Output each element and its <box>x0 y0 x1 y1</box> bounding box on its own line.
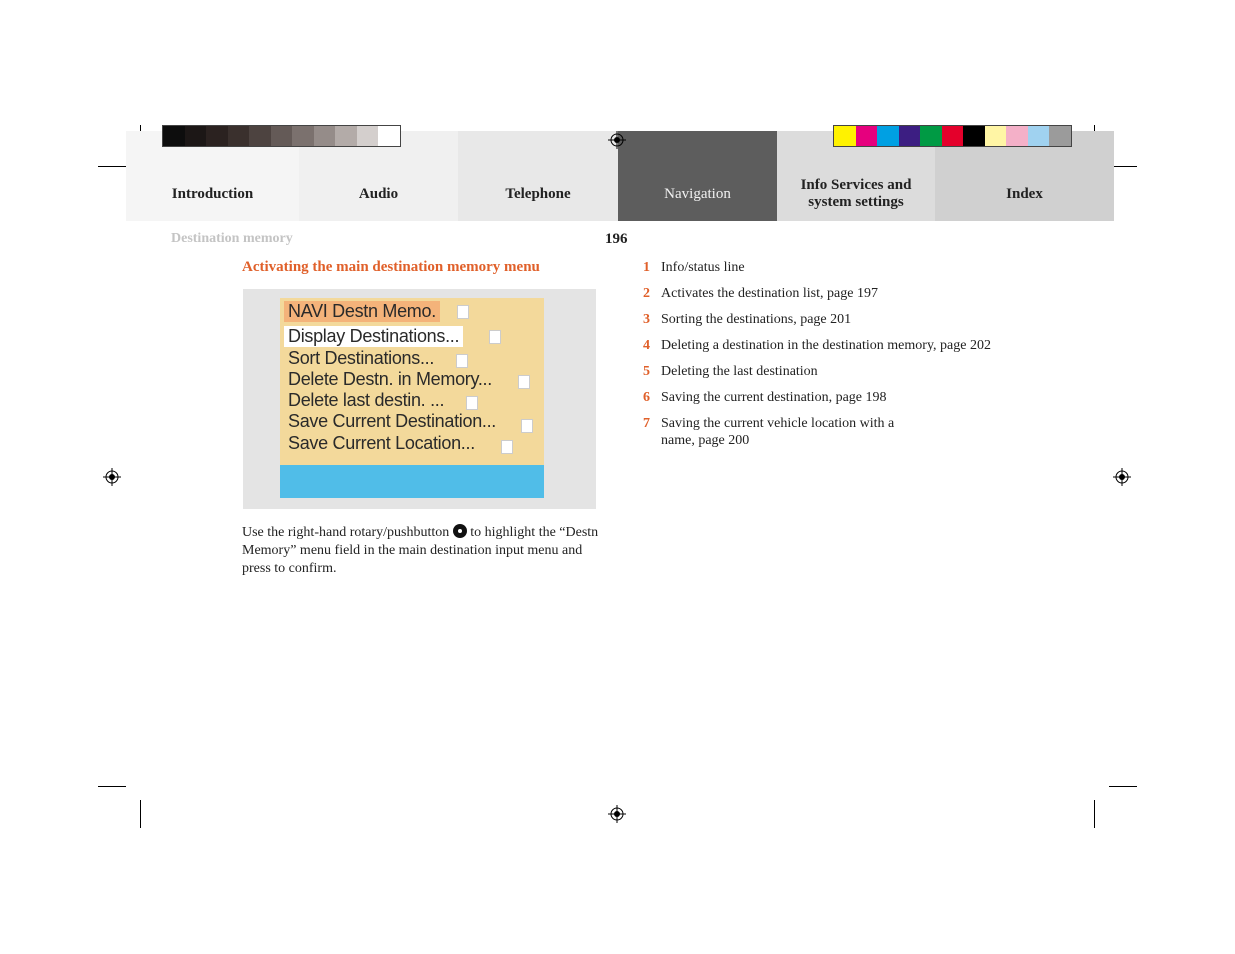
screen-status-bar <box>280 465 544 498</box>
legend-number: 3 <box>643 312 650 327</box>
callout-marker <box>456 354 468 368</box>
color-swatch <box>1028 126 1050 146</box>
color-swatch <box>985 126 1007 146</box>
callout-marker <box>501 440 513 454</box>
callout-marker <box>518 375 530 389</box>
registration-mark-icon <box>1113 468 1131 486</box>
color-swatch <box>877 126 899 146</box>
legend-text: Saving the current destination, page 198 <box>661 390 887 405</box>
legend-number: 2 <box>643 286 650 301</box>
legend-item <box>640 389 1000 406</box>
instruction-part: Use the right-hand rotary/pushbutton <box>242 525 450 540</box>
screen-menu-item: Save Current Location... <box>288 433 475 453</box>
crop-mark <box>98 166 126 167</box>
screen-menu-item: Delete Destn. in Memory... <box>288 369 492 389</box>
legend-number: 1 <box>643 260 650 275</box>
color-swatch <box>228 126 250 146</box>
legend-text: Deleting a destination in the destination memory, page 202 <box>661 338 991 353</box>
color-swatch <box>963 126 985 146</box>
crop-mark <box>98 786 126 787</box>
instruction-part: to highlight the “Destn Memory” menu field in the main destination input menu and press to confirm. <box>242 525 599 576</box>
color-swatch <box>920 126 942 146</box>
color-swatch <box>1006 126 1028 146</box>
legend-number: 5 <box>643 364 650 379</box>
color-swatch <box>314 126 336 146</box>
color-swatch <box>249 126 271 146</box>
tab-telephone[interactable] <box>458 131 618 221</box>
legend-text: Activates the destination list, page 197 <box>661 286 878 301</box>
legend-text: Info/status line <box>661 260 745 275</box>
tab-label: Navigation <box>664 186 731 202</box>
color-swatch <box>185 126 207 146</box>
legend-item <box>640 285 1000 302</box>
color-swatches <box>833 125 1072 147</box>
section-label: Destination memory <box>171 231 293 246</box>
color-swatch <box>292 126 314 146</box>
legend-item <box>640 259 1000 276</box>
screen-menu-item: Delete last destin. ... <box>288 390 445 410</box>
tab-navigation[interactable] <box>618 131 777 221</box>
crop-mark <box>1109 786 1137 787</box>
instruction-text <box>242 524 612 578</box>
legend-item <box>640 337 1000 354</box>
color-swatch <box>942 126 964 146</box>
legend-text: Sorting the destinations, page 201 <box>661 312 852 327</box>
crop-mark <box>140 800 141 828</box>
screen-menu-item: Sort Destinations... <box>288 348 435 368</box>
callout-legend <box>640 259 1000 458</box>
color-swatch <box>206 126 228 146</box>
screen-menu-item: Display Destinations... <box>284 326 463 347</box>
color-swatch <box>1049 126 1071 146</box>
color-swatch <box>834 126 856 146</box>
callout-marker <box>489 330 501 344</box>
callout-marker <box>457 305 469 319</box>
legend-text: Deleting the last destination <box>661 364 818 379</box>
legend-number: 7 <box>643 416 650 431</box>
grayscale-swatches <box>162 125 401 147</box>
legend-number: 4 <box>643 338 650 353</box>
tab-label: Introduction <box>171 186 254 202</box>
tab-label: Telephone <box>505 186 571 202</box>
color-swatch <box>357 126 379 146</box>
screen-title: NAVI Destn Memo. <box>284 301 440 322</box>
color-swatch <box>378 126 400 146</box>
registration-mark-icon <box>608 131 626 149</box>
tab-label: Index <box>1006 186 1043 202</box>
screen-menu-item: Save Current Destination... <box>288 411 497 431</box>
tab-label: Audio <box>358 186 399 202</box>
legend-text: Saving the current vehicle location with a name, page 200 <box>661 416 895 448</box>
registration-mark-icon <box>103 468 121 486</box>
legend-item <box>640 311 1000 328</box>
registration-mark-icon <box>608 805 626 823</box>
page-number: 196 <box>605 231 628 247</box>
crop-mark <box>1094 800 1095 828</box>
color-swatch <box>856 126 878 146</box>
rotary-pushbutton-icon <box>453 524 467 538</box>
navi-screen <box>280 298 544 498</box>
tab-label: Info Services and system settings <box>800 177 912 210</box>
color-swatch <box>163 126 185 146</box>
color-swatch <box>335 126 357 146</box>
legend-number: 6 <box>643 390 650 405</box>
legend-item <box>640 415 1000 449</box>
section-title: Activating the main destination memory menu <box>242 259 540 275</box>
callout-marker <box>521 419 533 433</box>
callout-marker <box>466 396 478 410</box>
legend-item <box>640 363 1000 380</box>
color-swatch <box>899 126 921 146</box>
color-swatch <box>271 126 293 146</box>
